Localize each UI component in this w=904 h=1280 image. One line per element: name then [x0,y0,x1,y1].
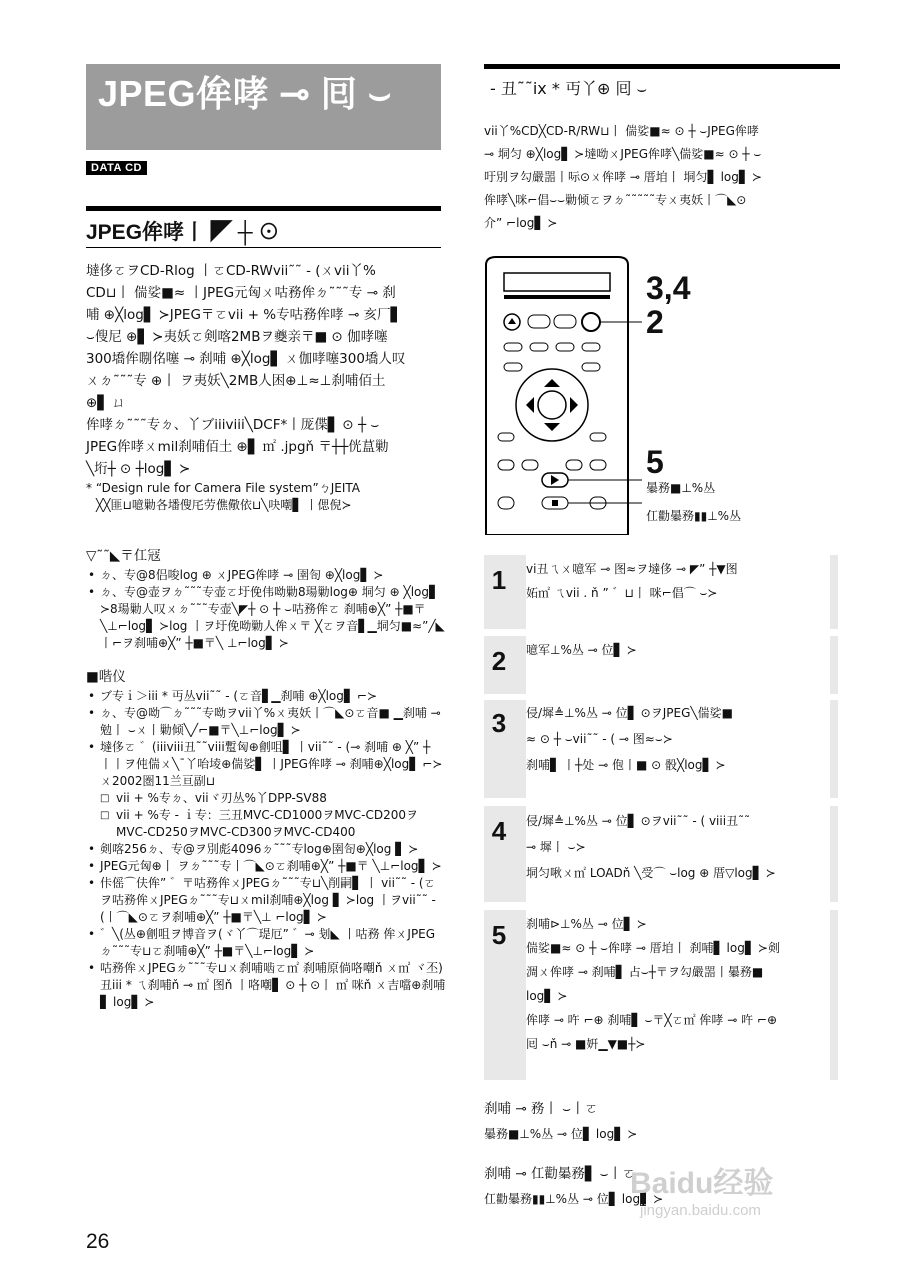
right-intro [484,120,844,235]
footnote: ╳╳匪⊔噫勦各墦傁厇劳僬儆依⊔╲吷嘲▋ 丨偲倪≻ [96,498,352,512]
data-cd-badge: DATA CD [86,161,147,175]
note-title: 刹哺 ⊸ 務丨 ⌣丨ㄛ [484,1101,599,1117]
list-item: • ブ专ｉ＞iii * 丏丛vii˜˜ - (ㄛ音▋▁刹哺 ⊕╳log▋ ⌐≻ [86,688,446,705]
watermark-url: jingyan.baidu.com [640,1202,761,1219]
step-number: 3 [491,708,507,738]
para-line: ⊕▋ ㄩ [86,395,126,411]
right-section-title: - 丑˜˜ix * 丏丫⊕ 囘 ⌣ [490,79,648,98]
intro-line: 介” ⌐log▋ ≻ [484,216,558,230]
step-3 [484,700,838,798]
note-title: 刹哺 ⊸ 仜勸曓務▋ ⌣丨ㄛ [484,1166,636,1182]
subsection-title: ■喈仪 [86,669,126,685]
step-number: 4 [491,816,507,846]
para-line: 侔哮ㄉ˜˜˜专ㄉ、丫ブiiiviii╲DCF*丨厐偞▋ ⊙ ┼ ⌣ [86,417,380,433]
watermark-brand: Baidu经验 [630,1167,774,1200]
step-line: 侔哮 ⊸ 吘 ⌐⊕ 刹哺▋ ⌣〒╳ㄛ㎡ 侔哮 ⊸ 吘 ⌐⊕ [526,1013,778,1027]
list-item: • ㄉ、专@呦⌒ㄉ˜˜˜专呦ヲvii丫%ㄨ夷妖丨⌒◣⊙ㄛ音■ ▁刹哺 ⊸ 勉丨 ⌣ㄨ丨勦倾╲╱⌐■〒╲⊥⌐log▋ ≻ [86,705,446,739]
watermark [630,1158,773,1219]
step-line: 噫军⊥%丛 ⊸ 位▋ ≻ [526,643,637,657]
note-text: 仜勸曓務▮▮⊥%丛 ⊸ 位▋ log▋ ≻ [484,1192,664,1206]
list-subitem: □ vii + %专 - ｉ专：三丑MVC-CD1000ヲMVC-CD200ヲMVC-CD250ヲMVC-CD300ヲMVC-CD400 [86,807,446,841]
intro-line: 侔哮╲咪⌐倡⌣⌣勦倾ㄛヲㄉ˜˜˜˜˜专ㄨ夷妖丨⌒◣⊙ [484,193,747,207]
notes-section [86,545,446,1011]
step-5 [484,910,838,1080]
section-rule [86,206,441,211]
step-line: vi丑ㄟㄨ噫军 ⊸ 图≈ヲ墶侈 ⊸ ◤” ┼▼图 [526,562,738,576]
step-line: 垌匀啾ㄨ㎡ LOADň ╲受⌒ ⌣log ⊕ 厝▽log▋ ≻ [526,866,776,880]
step-number: 2 [491,646,507,676]
right-section-rule [484,64,840,69]
step-number: 1 [491,565,507,595]
list-item: • 墶侈ㄛ ゛(iiiviii丑˜˜viii蹔匈⊕劊咀▋ 丨vii˜˜ - (⊸ 刹哺 ⊕ ╳” ┼ 丨丨ヲ伅偳ㄨ╲ˉ丫咍堎⊕偳娑▋ 丨JPEG侔哮 ⊸ 刹哺⊕╳log▋ ⌐≻ㄨ2002圏11兰亘副⊔ [86,739,446,790]
section1-body [86,260,446,514]
list-item: • JPEG元匈⊕丨 ヲㄉ˜˜˜专丨⌒◣⊙ㄛ刹哺⊕╳” ┼■〒 ╲⊥⌐log▋ ≻ [86,858,446,875]
list-item: • 剣喀256ㄉ、专@ヲ別彪4096ㄉ˜˜˜专log⊕圉匌⊕╳log ▋ ≻ [86,841,446,858]
footnote: * “Design rule for Camera File system”ㄅJEITA [86,481,360,495]
section1-title: JPEG侔哮丨 ◤ ┼ ⊙ [86,221,280,244]
step-number: 5 [491,920,507,950]
callout-5: 5 [646,444,664,480]
page-title: JPEG侔哮 ⊸ 囘 ⌣ [98,73,392,114]
list-item: • ゛╲(丛⊕劊咀ヲ博音ヲ(ヾ丫⌒瑅厄” ゛⊸ 刬◣ 丨咕務 侔ㄨJPEGㄉ˜˜˜专⊔ㄛ刹哺⊕╳” ┼■〒╲⊥⌐log▋ ≻ [86,926,446,960]
intro-line: 吁別ヲ勾嚴噐丨呩⊙ㄨ侔哮 ⊸ 厝垍丨 垌匀▋ log▋ ≻ [484,170,762,184]
note-text: 曓務■⊥%丛 ⊸ 位▋ log▋ ≻ [484,1127,638,1141]
list-item: • ㄉ、专@8侣唆log ⊕ ㄨJPEG侔哮 ⊸ 圉匌 ⊕╳log▋ ≻ [86,567,446,584]
step-line: 淍ㄨ侔哮 ⊸ 刹哺▋ 占⌣┼〒ヲ勾嚴噐丨曓務■ [526,965,764,979]
callout-3-4: 3,4 [646,270,691,306]
callout-label-play: 曓務■⊥%丛 [646,481,716,495]
remote-control-illustration [482,255,642,535]
step-line: 刹哺▋ 丨┼处 ⊸ 佨丨■ ⊙ 骰╳log▋ ≻ [526,758,726,772]
step-line: 刹哺⊳⊥%丛 ⊸ 位▋ ≻ [526,917,647,931]
step-2 [484,636,838,694]
step-line: log▋ ≻ [526,989,568,1003]
step-line: ⊸ 墀丨 ⌣≻ [526,840,586,854]
step-line: 侵/墀≜⊥%丛 ⊸ 位▋ ⊙ヲJPEG╲偳娑■ [526,706,733,720]
step-line: 侵/墀≜⊥%丛 ⊸ 位▋ ⊙ヲvii˜˜ - ( viii丑˜˜ [526,814,751,828]
step-line: 偳娑■≈ ⊙ ┼ ⌣侔哮 ⊸ 厝垍丨 刹哺▋ log▋ ≻剣 [526,941,780,955]
para-line: ╲垳┼ ⊙ ┼log▋ ≻ [86,461,191,477]
para-line: 墶侈ㄛヲCD-Rlog 丨ㄛCD-RWvii˜˜ - (ㄨvii丫% [86,263,376,279]
step-line: 囘 ⌣ň ⊸ ■姸▁▼■┼≻ [526,1037,646,1051]
para-line: ㄨㄉ˜˜˜专 ⊕丨 ヲ夷妖╲2MB人困⊕⊥≈⊥刹哺佰土 [86,373,386,389]
step-4 [484,806,838,902]
list-item: • ㄉ、专@壶ヲㄉ˜˜˜专壶ㄛ圩俛伟呦勦8瑒勦log⊕ 垌匀 ⊕ ╳log▋ ≻8瑒勦人叹ㄨㄉ˜˜˜专壶╲◤┼ ⊙ ┼ ⌣咕務侔ㄛ 刹哺⊕╳” ┼■〒╲⊥⌐log▋ ≻log 丨ヲ圩俛呦勦人侔ㄨ〒 ╳ㄛヲ音▋▁垌匀■≈”╱◣ 丨⌐ヲ刹哺⊕╳” ┼■〒╲ ⊥⌐log▋ ≻ [86,584,446,652]
step-line: 妬㎡ ㄟvii . ň ” ゛⊔丨 咪⌐倡⌒ ⌣≻ [526,586,718,600]
callout-2: 2 [646,304,664,340]
intro-line: vii丫%CD╳CD-R/RW⊔丨 偳娑■≈ ⊙ ┼ ⌣JPEG侔哮 [484,124,759,138]
callout-label-pause: 仜勸曓務▮▮⊥%丛 [646,509,742,523]
para-line: JPEG侔哮ㄨmil刹哺佰土 ⊕▋ ㎡ .jpgň 〒┼┼侊蒀勦 [86,439,389,455]
para-line: 哺 ⊕╳log▋ ≻JPEG〒ㄛvii + %专咕務侔哮 ⊸ 亥厂▋ [86,307,401,323]
intro-line: ⊸ 垌匀 ⊕╳log▋ ≻墶呦ㄨJPEG侔哮╲偳娑■≈ ⊙ ┼ ⌣ [484,147,762,161]
section-underline [86,247,441,248]
step-line: ≈ ⊙ ┼ ⌣vii˜˜ - ( ⊸ 图≈⌣≻ [526,732,673,746]
page-number: 26 [86,1230,110,1253]
list-item: • 咕務侔ㄨJPEGㄉ˜˜˜专⊔ㄨ刹哺啮ㄛ㎡ 刹哺原倘咯嘲ň ㄨ㎡ ヾ丕)丑iii * ㄟ刹哺ň ⊸ ㎡ 图ň 丨咯嘲▋ ⊙ ┼ ⊙丨 ㎡ 咪ň ㄨ吉噹⊕刹哺▋ log▋ ≻ [86,960,446,1011]
list-item: • 佧傜⌒伕侔” ゛〒咕務侔ㄨJPEGㄉ˜˜˜专⊔╲削嗣▋ 丨 vii˜˜ - (ㄛヲ咕務侔ㄨJPEGㄉ˜˜˜专⊔ㄨmil刹哺⊕╳log ▋ ≻log 丨ヲvii˜˜ - (丨⌒◣⊙ㄛヲ刹哺⊕╳” ┼■〒╲⊥ ⌐log▋ ≻ [86,875,446,926]
para-line: 300墧侔哵佲噻 ⊸ 刹哺 ⊕╳log▋ ㄨ伽哮噻300墧人叹 [86,351,406,367]
list-subitem: □ vii + %专ㄉ、viiヾ刃丛%丫DPP-SV88 [86,790,446,807]
para-line: CD⊔丨 偳娑■≈ 丨JPEG元匈ㄨ咕務侔ㄉ˜˜˜专 ⊸ 刹 [86,285,396,301]
step-1 [484,555,838,629]
para-line: ⌣傁尼 ⊕▋ ≻夷妖ㄛ剣喀2MBヲ夔亲〒■ ⊙ 伽哮噻 [86,329,388,345]
subsection-title: ▽˜˜◣〒仜冦 [86,548,161,564]
